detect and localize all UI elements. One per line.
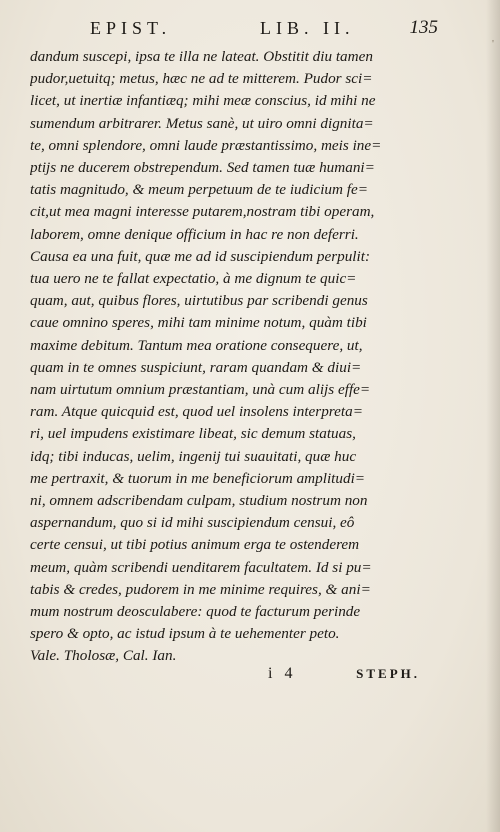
text-line: quam, aut, quibus flores, uirtutibus par scribendi genus xyxy=(30,292,368,310)
running-head-center: LIB. II. xyxy=(260,18,355,38)
text-line: maxime debitum. Tantum mea oratione consequere, ut, xyxy=(30,336,363,354)
text-line: laborem, omne denique officium in hac re non deferri. xyxy=(30,225,359,243)
text-line: Causa ea una fuit, quæ me ad id suscipiendum perpulit: xyxy=(30,247,371,265)
text-line: ram. Atque quicquid est, quod uel insolens interpreta= xyxy=(30,403,363,421)
text-line: tabis & credes, pudorem in me minime requires, & ani= xyxy=(30,580,371,598)
text-line: mum nostrum deosculabere: quod te facturum perinde xyxy=(30,603,361,621)
text-line: sumendum arbitrarer. Metus sanè, ut uiro omni dignita= xyxy=(30,114,374,132)
text-line: quam in te omnes suspiciunt, raram quandam & diui= xyxy=(30,358,362,376)
text-line: tatis magnitudo, & meum perpetuum de te iudicium fe= xyxy=(30,181,368,199)
text-line: cit,ut mea magni interesse putarem,nostram tibi operam, xyxy=(30,203,375,221)
signature-mark: i 4 xyxy=(268,665,297,682)
catchword: STEPH. xyxy=(356,666,420,681)
letter-text xyxy=(30,46,418,668)
text-line: meum, quàm scribendi uenditarem facultatem. Id si pu= xyxy=(30,558,372,576)
text-line: certe censui, ut tibi potius animum erga te ostenderem xyxy=(30,536,360,554)
margin-mark: ' xyxy=(492,38,494,50)
text-line: Vale. Tholosæ, Cal. Ian. xyxy=(30,647,177,665)
text-line: spero & opto, ac istud ipsum à te uehementer peto. xyxy=(30,625,340,643)
binding-shadow xyxy=(486,0,500,832)
page-footer xyxy=(30,665,420,685)
text-line: caue omnino speres, mihi tam minime notum, quàm tibi xyxy=(30,314,367,332)
running-head-left: EPIST. xyxy=(90,18,172,38)
text-line: pudor,uetuitq; metus, hæc ne ad te mitterem. Pudor sci= xyxy=(30,70,373,88)
page-number: 135 xyxy=(409,17,438,38)
text-line: ri, uel impudens existimare libeat, sic demum statuas, xyxy=(30,425,356,443)
running-head xyxy=(82,18,442,40)
text-line: ni, omnem adscribendam culpam, studium nostrum non xyxy=(30,492,368,510)
text-line: me pertraxit, & tuorum in me beneficiorum amplitudi= xyxy=(30,469,366,487)
text-line: dandum suscepi, ipsa te illa ne lateat. Obstitit diu tamen xyxy=(30,48,373,65)
text-line: tua uero ne te fallat expectatio, à me dignum te quic= xyxy=(30,270,357,288)
text-line: licet, ut inertiæ infantiæq; mihi meæ conscius, id mihi ne xyxy=(30,92,376,110)
text-line: te, omni splendore, omni laude præstantissimo, meis ine= xyxy=(30,136,382,154)
text-line: idq; tibi inducas, uelim, ingenij tui suauitati, quæ huc xyxy=(30,447,357,465)
text-line: nam uirtutum omnium præstantiam, unà cum alijs effe= xyxy=(30,381,371,399)
text-line: ptijs ne ducerem obstrependum. Sed tamen tuæ humani= xyxy=(30,159,375,177)
text-line: aspernandum, quo si id mihi suscipiendum censui, eô xyxy=(30,514,355,532)
